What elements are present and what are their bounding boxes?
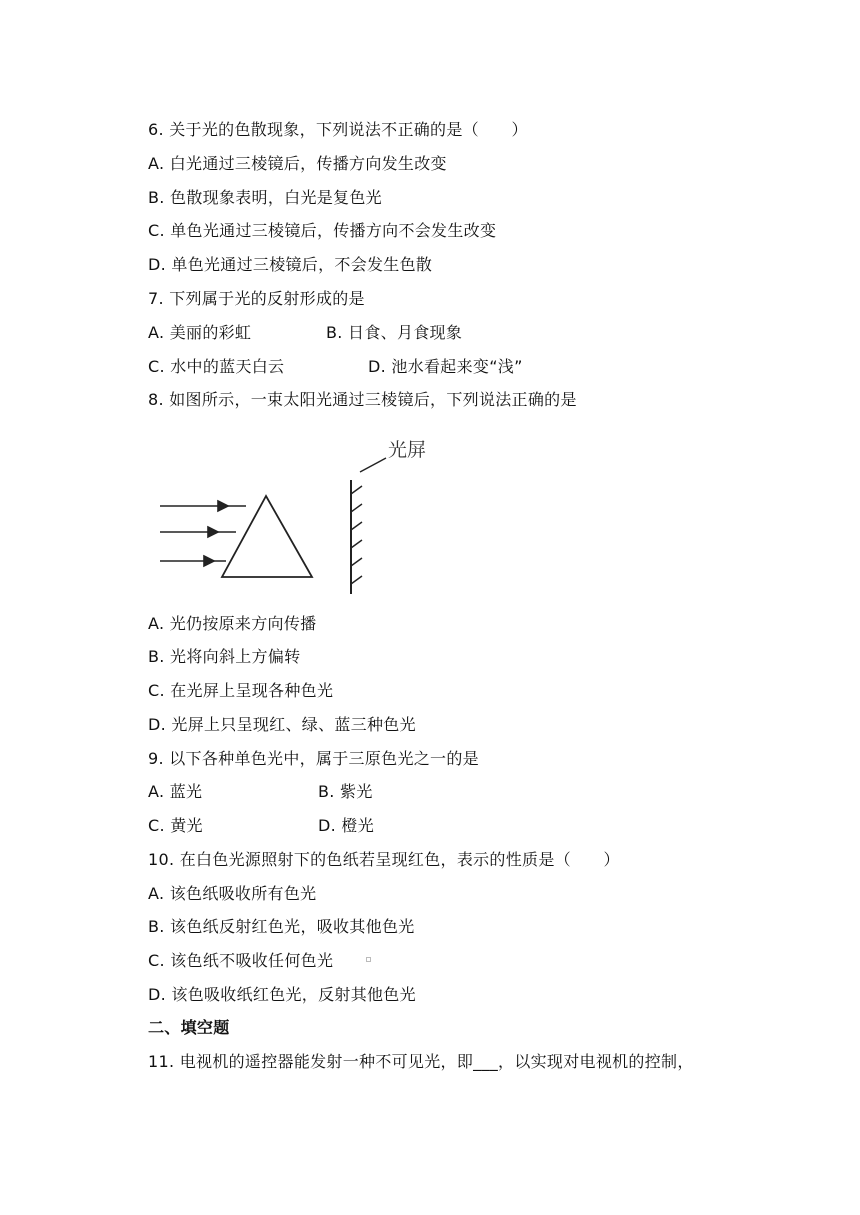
q7-option-row-1 bbox=[148, 323, 463, 343]
q7-option-b: B. 日食、月食现象 bbox=[326, 323, 463, 342]
ray-arrow-1 bbox=[218, 501, 228, 511]
q9-option-row-1 bbox=[148, 782, 373, 802]
q8-option-c: C. 在光屏上呈现各种色光 bbox=[148, 681, 334, 700]
q6-option-a: A. 白光通过三棱镜后，传播方向发生改变 bbox=[148, 154, 447, 173]
q10-option-b: B. 该色纸反射红色光，吸收其他色光 bbox=[148, 917, 415, 936]
q7-option-row-2 bbox=[148, 357, 523, 377]
q9-option-row-2 bbox=[148, 816, 374, 836]
q10-option-c: C. 该色纸不吸收任何色光 bbox=[148, 951, 334, 970]
q10-option-d: D. 该色吸收纸红色光，反射其他色光 bbox=[148, 985, 416, 1004]
q6-stem: 6. 关于光的色散现象，下列说法不正确的是（ ） bbox=[148, 120, 528, 139]
q8-option-a: A. 光仍按原来方向传播 bbox=[148, 614, 317, 633]
q9-stem: 9. 以下各种单色光中，属于三原色光之一的是 bbox=[148, 749, 479, 768]
ray-arrow-3 bbox=[204, 556, 214, 566]
q7-stem: 7. 下列属于光的反射形成的是 bbox=[148, 289, 365, 308]
q10-option-a: A. 该色纸吸收所有色光 bbox=[148, 884, 317, 903]
q8-option-d: D. 光屏上只呈现红、绿、蓝三种色光 bbox=[148, 715, 416, 734]
q9-option-a: A. 蓝光 bbox=[148, 782, 203, 801]
screen-hatching bbox=[351, 486, 362, 584]
q9-option-d: D. 橙光 bbox=[318, 816, 374, 835]
q9-option-b: B. 紫光 bbox=[318, 782, 373, 801]
q7-option-c: C. 水中的蓝天白云 bbox=[148, 357, 285, 376]
label-leader-line bbox=[360, 458, 386, 472]
q11-stem: 11. 电视机的遥控器能发射一种不可见光，即___，以实现对电视机的控制， bbox=[148, 1052, 694, 1071]
q8-stem: 8. 如图所示，一束太阳光通过三棱镜后，下列说法正确的是 bbox=[148, 390, 577, 409]
q6-option-c: C. 单色光通过三棱镜后，传播方向不会发生改变 bbox=[148, 221, 497, 240]
screen-label: 光屏 bbox=[388, 439, 427, 461]
stray-mark bbox=[366, 957, 371, 962]
section-heading: 二、填空题 bbox=[148, 1018, 230, 1037]
q7-option-a: A. 美丽的彩虹 bbox=[148, 323, 252, 342]
q7-option-d: D. 池水看起来变“浅” bbox=[368, 357, 523, 376]
q6-option-b: B. 色散现象表明，白光是复色光 bbox=[148, 188, 382, 207]
q6-option-d: D. 单色光通过三棱镜后，不会发生色散 bbox=[148, 255, 433, 274]
prism-diagram bbox=[150, 432, 450, 602]
q10-stem: 10. 在白色光源照射下的色纸若呈现红色，表示的性质是（ ） bbox=[148, 850, 620, 869]
q9-option-c: C. 黄光 bbox=[148, 816, 203, 835]
prism-triangle bbox=[222, 496, 312, 577]
ray-arrow-2 bbox=[208, 527, 218, 537]
q8-option-b: B. 光将向斜上方偏转 bbox=[148, 647, 301, 666]
prism-figure bbox=[150, 432, 450, 602]
